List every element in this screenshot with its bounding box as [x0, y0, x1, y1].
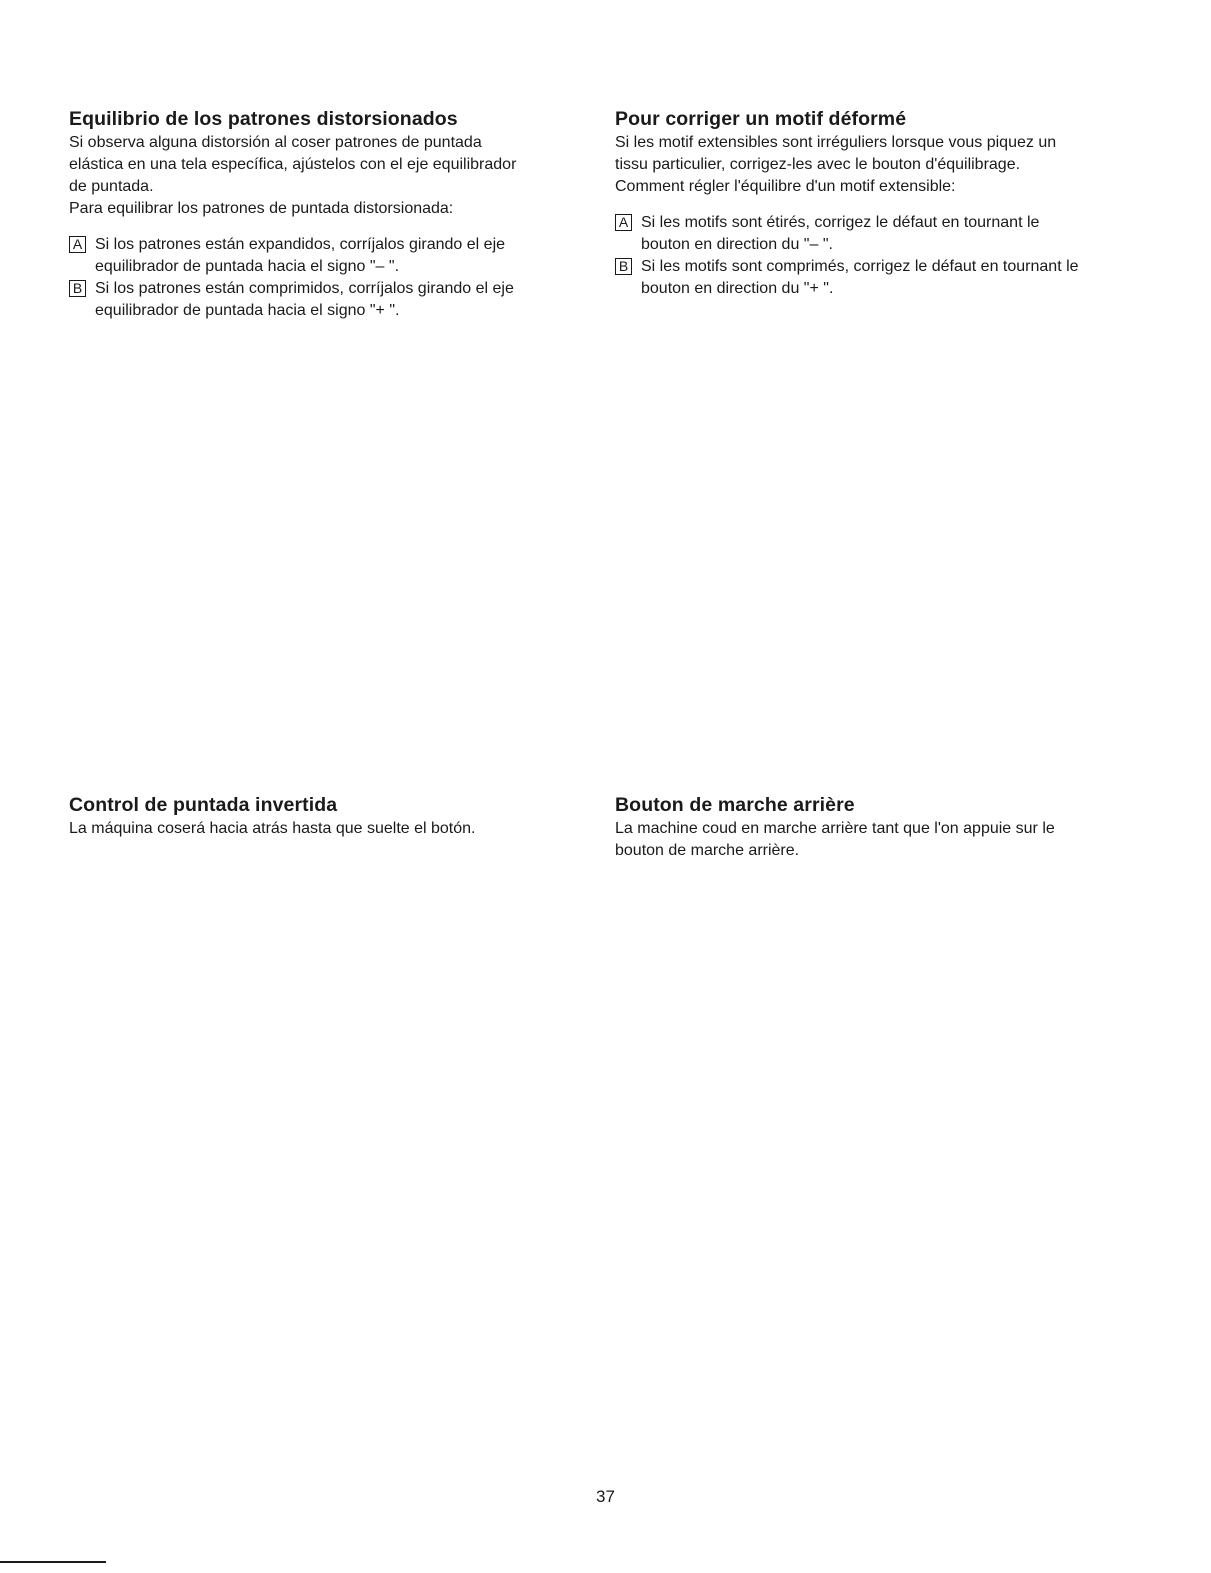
- paragraph-line: de puntada.: [69, 178, 154, 195]
- list-item-line: equilibrador de puntada hacia el signo "– ".: [95, 258, 400, 275]
- heading-es-reverse-stitch: Control de puntada invertida: [69, 794, 338, 816]
- paragraph-line: elástica en una tela específica, ajústelos con el eje equilibrador: [69, 156, 517, 173]
- list-item-a: [69, 234, 589, 278]
- paragraph-line: tissu particulier, corrigez-les avec le bouton d'équilibrage.: [615, 156, 1021, 173]
- section-es-pattern-balance: [69, 107, 589, 322]
- boxed-label-b: B: [69, 280, 86, 297]
- spacer: [69, 220, 589, 234]
- section-fr-reverse-stitch: [615, 793, 1145, 862]
- footer-rule: [0, 1561, 106, 1563]
- heading-fr-reverse-stitch: Bouton de marche arrière: [615, 794, 855, 816]
- list-item-line: bouton en direction du "+ ".: [641, 280, 834, 297]
- list-item-a: [615, 212, 1145, 256]
- list-item-b: [69, 278, 589, 322]
- boxed-label-a: A: [69, 236, 86, 253]
- paragraph-line: Si observa alguna distorsión al coser patrones de puntada: [69, 134, 482, 151]
- list-item-line: Si les motifs sont étirés, corrigez le défaut en tournant le: [641, 214, 1040, 231]
- paragraph-line: La máquina coserá hacia atrás hasta que suelte el botón.: [69, 820, 476, 837]
- boxed-label-b: B: [615, 258, 632, 275]
- boxed-label-a: A: [615, 214, 632, 231]
- section-fr-pattern-balance: [615, 107, 1145, 300]
- paragraph-line: Para equilibrar los patrones de puntada distorsionada:: [69, 200, 454, 217]
- spacer: [615, 198, 1145, 212]
- heading-es-pattern-balance: Equilibrio de los patrones distorsionados: [69, 108, 458, 130]
- list-item-line: equilibrador de puntada hacia el signo "+ ".: [95, 302, 400, 319]
- paragraph-line: Si les motif extensibles sont irréguliers lorsque vous piquez un: [615, 134, 1057, 151]
- list-item-line: Si los patrones están expandidos, corríjalos girando el eje: [95, 236, 506, 253]
- page-number: 37: [596, 1487, 615, 1506]
- list-item-line: bouton en direction du "– ".: [641, 236, 833, 253]
- paragraph-line: bouton de marche arrière.: [615, 842, 800, 859]
- paragraph-line: La machine coud en marche arrière tant que l'on appuie sur le: [615, 820, 1055, 837]
- list-item-b: [615, 256, 1145, 300]
- list-item-line: Si los patrones están comprimidos, corríjalos girando el eje: [95, 280, 514, 297]
- paragraph-line: Comment régler l'équilibre d'un motif extensible:: [615, 178, 956, 195]
- section-es-reverse-stitch: [69, 793, 589, 840]
- heading-fr-pattern-balance: Pour corriger un motif déformé: [615, 108, 907, 130]
- list-item-line: Si les motifs sont comprimés, corrigez le défaut en tournant le: [641, 258, 1079, 275]
